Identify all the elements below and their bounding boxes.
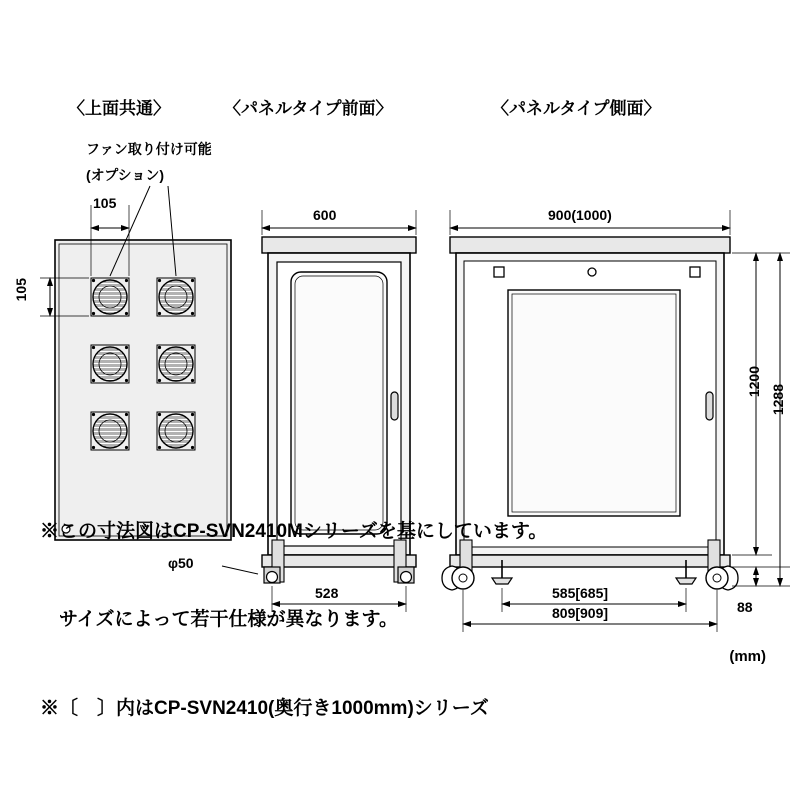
footer-line-2: サイズによって若干仕様が異なります。	[40, 609, 398, 631]
dim-side-caster-height: 88	[737, 599, 753, 615]
fan-note-line2: (オプション)	[86, 167, 165, 183]
dim-front-base-width: 528	[315, 585, 339, 601]
fan-note-line1: ファン取り付け可能	[86, 141, 212, 157]
dim-side-depth: 900(1000)	[548, 207, 612, 223]
dim-side-caster-pitch: 585[685]	[552, 585, 609, 601]
footer-notes	[40, 458, 547, 782]
dim-side-base-depth: 809[909]	[552, 605, 609, 621]
footer-line-3: ※〔 〕内はCP-SVN2410(奥行き1000mm)シリーズ	[40, 697, 489, 719]
dim-side-height-inner: 1200	[746, 366, 762, 398]
title-top-view: 〈上面共通〉	[68, 99, 170, 118]
unit-label: (mm)	[729, 648, 766, 665]
title-panel-side: 〈パネルタイプ側面〉	[492, 99, 661, 118]
dim-top-fan-pitch-v: 105	[13, 278, 29, 302]
dim-front-width: 600	[313, 207, 337, 223]
footer-line-1: ※この寸法図はCP-SVN2410Mシリーズを基にしています。	[40, 521, 548, 543]
title-panel-front: 〈パネルタイプ前面〉	[224, 99, 393, 118]
dim-top-fan-pitch-h: 105	[93, 195, 117, 211]
dim-side-height-total: 1288	[770, 384, 786, 416]
dim-caster-diameter: φ50	[168, 555, 194, 571]
